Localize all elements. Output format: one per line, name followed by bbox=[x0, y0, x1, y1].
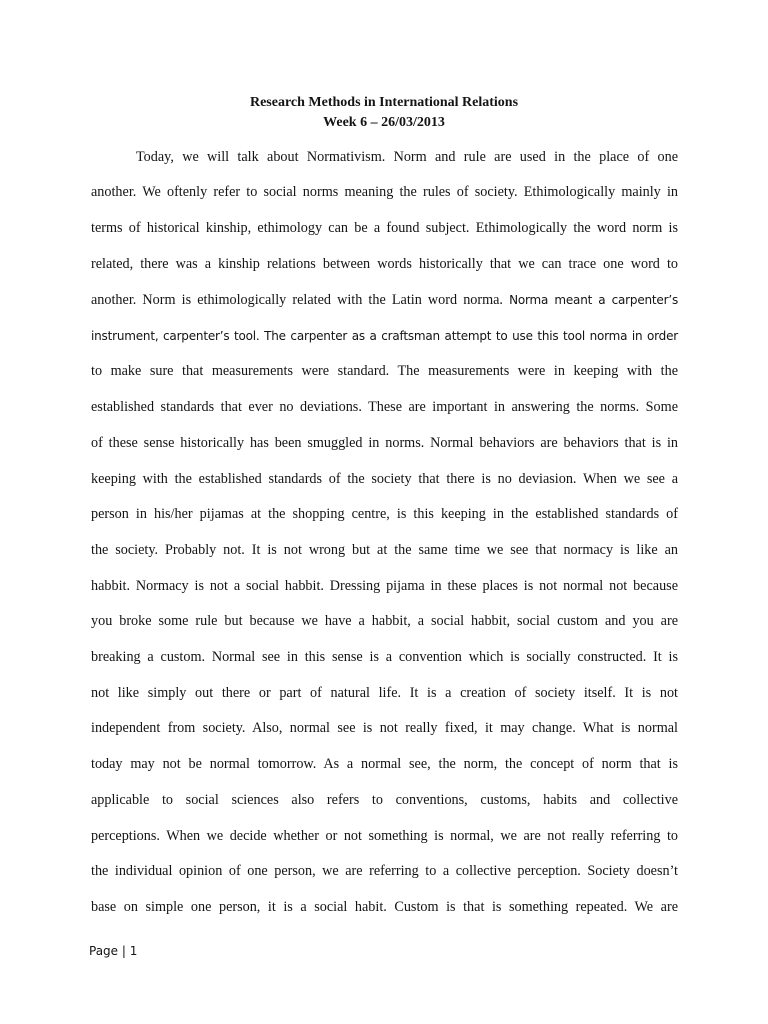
paragraph-line: base on simple one person, it is a social habit. Custom is that is something repeated. We are bbox=[91, 899, 678, 915]
page-number-footer: Page | 1 bbox=[89, 944, 138, 958]
paragraph-line: not like simply out there or part of natural life. It is a creation of society itself. It is not bbox=[91, 685, 678, 701]
paragraph-line: today may not be normal tomorrow. As a normal see, the norm, the concept of norm that is bbox=[91, 756, 678, 772]
paragraph-line: you broke some rule but because we have a habbit, a social habbit, social custom and you are bbox=[91, 613, 678, 629]
paragraph-line: Today, we will talk about Normativism. Norm and rule are used in the place of one bbox=[136, 149, 678, 165]
paragraph-line: perceptions. When we decide whether or not something is normal, we are not really referring to bbox=[91, 828, 678, 844]
document-title bbox=[0, 93, 768, 133]
paragraph-line bbox=[91, 290, 678, 310]
paragraph-line: instrument, carpenter’s tool. The carpenter as a craftsman attempt to use this tool norma in order bbox=[91, 329, 678, 343]
line-segment: another. Norm is ethimologically related with the Latin word norma. bbox=[91, 292, 503, 308]
paragraph-line: independent from society. Also, normal see is not really fixed, it may change. What is normal bbox=[91, 720, 678, 736]
paragraph-line: of these sense historically has been smuggled in norms. Normal behaviors are behaviors that is in bbox=[91, 435, 678, 451]
paragraph-line: another. We oftenly refer to social norms meaning the rules of society. Ethimologically mainly in bbox=[91, 184, 678, 200]
title-line-1: Research Methods in International Relations bbox=[249, 95, 519, 110]
paragraph-line: the individual opinion of one person, we are referring to a collective perception. Society doesn’t bbox=[91, 863, 678, 879]
paragraph-line: established standards that ever no deviations. These are important in answering the norms. Some bbox=[91, 399, 678, 415]
paragraph-line: applicable to social sciences also refers to conventions, customs, habits and collective bbox=[91, 792, 678, 808]
paragraph-line: to make sure that measurements were standard. The measurements were in keeping with the bbox=[91, 363, 678, 379]
paragraph-line: person in his/her pijamas at the shopping centre, is this keeping in the established standards of bbox=[91, 506, 678, 522]
paragraph-line: related, there was a kinship relations between words historically that we can trace one word to bbox=[91, 256, 678, 272]
line-segment: Norma meant a carpenter’s bbox=[509, 293, 679, 307]
paragraph-line: breaking a custom. Normal see in this sense is a convention which is socially constructed. It is bbox=[91, 649, 678, 665]
paragraph-line: terms of historical kinship, ethimology can be a found subject. Ethimologically the word norm is bbox=[91, 220, 678, 236]
title-line-2: Week 6 – 26/03/2013 bbox=[323, 115, 445, 130]
paragraph-line: keeping with the established standards of the society that there is no deviasion. When we see a bbox=[91, 471, 678, 487]
paragraph-line: the society. Probably not. It is not wrong but at the same time we see that normacy is like an bbox=[91, 542, 678, 558]
paragraph-line: habbit. Normacy is not a social habbit. Dressing pijama in these places is not normal not because bbox=[91, 578, 678, 594]
